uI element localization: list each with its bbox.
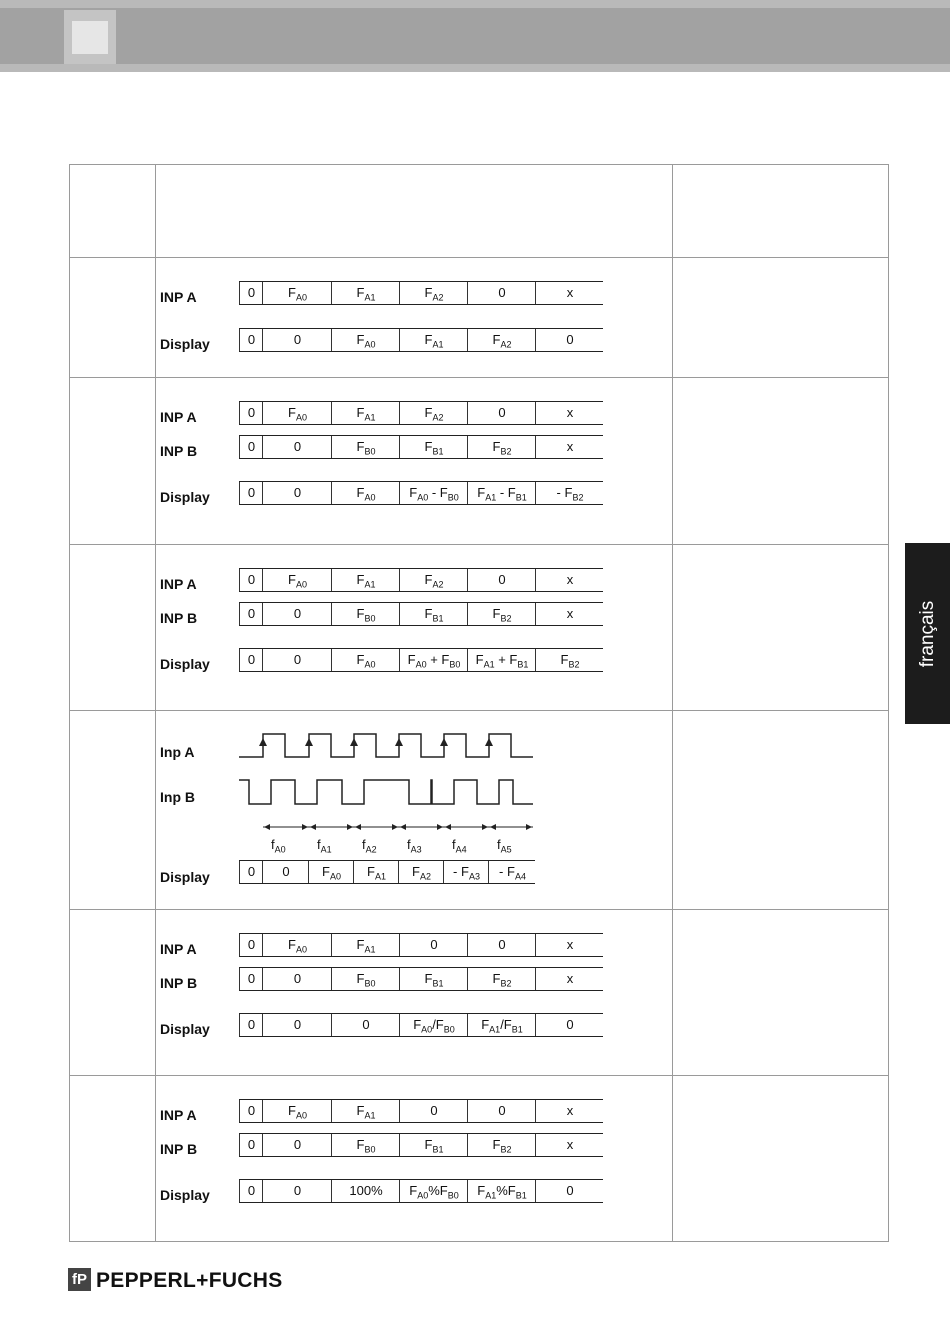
value-cell: 0: [239, 329, 263, 351]
value-cell: 0: [239, 1014, 263, 1036]
signal-label: INP A: [160, 289, 197, 305]
value-cell: $F_{A2}$: [399, 282, 468, 304]
display-strip: [239, 648, 603, 672]
value-cell: $F_{B0}$: [331, 436, 400, 458]
input-strip: [239, 435, 603, 459]
signal-label: Inp B: [160, 789, 195, 805]
table-column-rule: [672, 164, 673, 1242]
value-cell: 0: [262, 436, 332, 458]
value-cell: $F_{B0}$: [331, 968, 400, 990]
signal-label: INP A: [160, 576, 197, 592]
input-strip: [239, 602, 603, 626]
value-cell: $F_{A0}$: [262, 934, 332, 956]
value-cell: 0: [239, 1100, 263, 1122]
value-cell: 0: [262, 1180, 332, 1202]
value-cell: 0: [262, 649, 332, 671]
signal-label: Display: [160, 869, 210, 885]
language-tab[interactable]: [905, 543, 950, 724]
value-cell: 0: [262, 968, 332, 990]
value-cell: 0: [239, 402, 263, 424]
display-strip: [239, 328, 603, 352]
signal-label: INP B: [160, 975, 198, 991]
signal-label: INP A: [160, 409, 197, 425]
value-cell: 0: [467, 934, 536, 956]
value-cell: $F_{B2}$: [535, 649, 604, 671]
value-cell: $F_{A2}$: [399, 402, 468, 424]
value-cell: 0: [399, 1100, 468, 1122]
value-cell: 0: [535, 329, 604, 351]
table-rule: [69, 909, 889, 910]
interval-label: $f_{A3}$: [407, 837, 422, 855]
value-cell: $F_{A0}$: [262, 402, 332, 424]
signal-label: Display: [160, 336, 210, 352]
table-rule: [69, 544, 889, 545]
value-cell: x: [535, 282, 604, 304]
value-cell: $F_{B0}$: [331, 1134, 400, 1156]
interval-arrow-icon: [302, 824, 308, 830]
signal-label: Display: [160, 1021, 210, 1037]
value-cell: 0: [399, 934, 468, 956]
value-cell: x: [535, 934, 604, 956]
value-cell: $F_{A1}$: [331, 282, 400, 304]
value-cell: $F_{A1}$: [331, 1100, 400, 1122]
interval-arrow-icon: [437, 824, 443, 830]
value-cell: $F_{B1}$: [399, 1134, 468, 1156]
value-cell: $F_{A0} - F_{B0}$: [399, 482, 468, 504]
interval-arrow-icon: [264, 824, 270, 830]
signal-label: INP A: [160, 1107, 197, 1123]
table-rule: [69, 1241, 889, 1242]
timing-table: [69, 164, 889, 1242]
value-cell: $F_{A1} - F_{B1}$: [467, 482, 536, 504]
value-cell: - $F_{A4}$: [488, 861, 536, 883]
value-cell: $F_{A1}$: [399, 329, 468, 351]
table-rule: [69, 1075, 889, 1076]
value-cell: $F_{B2}$: [467, 436, 536, 458]
value-cell: 0: [239, 1180, 263, 1202]
value-cell: $F_{B2}$: [467, 603, 536, 625]
rising-edge-arrow-icon: [259, 738, 267, 746]
table-rule: [69, 710, 889, 711]
value-cell: 100%: [331, 1180, 400, 1202]
interval-label: $f_{A5}$: [497, 837, 512, 855]
value-cell: x: [535, 1100, 604, 1122]
value-cell: x: [535, 436, 604, 458]
input-strip: [239, 401, 603, 425]
value-cell: $F_{B1}$: [399, 436, 468, 458]
value-cell: - $F_{A3}$: [443, 861, 489, 883]
interval-arrow-icon: [445, 824, 451, 830]
display-strip: [239, 481, 603, 505]
value-cell: $F_{A0}$: [331, 329, 400, 351]
value-cell: 0: [535, 1180, 604, 1202]
input-strip: [239, 1099, 603, 1123]
value-cell: 0: [467, 1100, 536, 1122]
table-column-rule: [155, 164, 156, 1242]
interval-label: $f_{A0}$: [271, 837, 286, 855]
value-cell: x: [535, 569, 604, 591]
value-cell: 0: [239, 861, 263, 883]
value-cell: $F_{A0}$: [262, 569, 332, 591]
value-cell: $F_{A2}$: [398, 861, 444, 883]
input-strip: [239, 281, 603, 305]
interval-label: $f_{A2}$: [362, 837, 377, 855]
rising-edge-arrow-icon: [305, 738, 313, 746]
value-cell: 0: [467, 402, 536, 424]
value-cell: 0: [262, 861, 309, 883]
value-cell: $F_{A2}$: [399, 569, 468, 591]
value-cell: $F_{A0}$: [262, 1100, 332, 1122]
value-cell: $F_{A0}$: [308, 861, 354, 883]
interval-arrow-icon: [347, 824, 353, 830]
value-cell: 0: [262, 329, 332, 351]
input-strip: [239, 1133, 603, 1157]
value-cell: $F_{A0}\%F_{B0}$: [399, 1180, 468, 1202]
value-cell: x: [535, 402, 604, 424]
value-cell: 0: [262, 482, 332, 504]
interval-arrow-icon: [310, 824, 316, 830]
interval-arrow-icon: [355, 824, 361, 830]
value-cell: - $F_{B2}$: [535, 482, 604, 504]
interval-arrow-icon: [400, 824, 406, 830]
input-strip: [239, 933, 603, 957]
header-bar: [0, 0, 950, 72]
value-cell: $F_{B1}$: [399, 968, 468, 990]
value-cell: 0: [262, 603, 332, 625]
rising-edge-arrow-icon: [440, 738, 448, 746]
value-cell: 0: [467, 569, 536, 591]
value-cell: $F_{B1}$: [399, 603, 468, 625]
value-cell: $F_{A1}$: [331, 934, 400, 956]
interval-arrow-icon: [482, 824, 488, 830]
value-cell: $F_{A1}$: [331, 569, 400, 591]
value-cell: 0: [239, 968, 263, 990]
value-cell: 0: [262, 1014, 332, 1036]
value-cell: $F_{A1}\%F_{B1}$: [467, 1180, 536, 1202]
input-strip: [239, 967, 603, 991]
value-cell: $F_{B0}$: [331, 603, 400, 625]
interval-arrow-icon: [526, 824, 532, 830]
table-rule: [69, 164, 889, 165]
signal-label: Display: [160, 656, 210, 672]
display-strip: [239, 1013, 603, 1037]
rising-edge-arrow-icon: [350, 738, 358, 746]
value-cell: 0: [467, 282, 536, 304]
signal-label: INP B: [160, 1141, 198, 1157]
signal-label: INP B: [160, 610, 198, 626]
signal-label: Display: [160, 1187, 210, 1203]
value-cell: $F_{A1}/F_{B1}$: [467, 1014, 536, 1036]
rising-edge-arrow-icon: [395, 738, 403, 746]
input-strip: [239, 568, 603, 592]
value-cell: 0: [239, 436, 263, 458]
brand-mark-icon: fP: [68, 1268, 91, 1291]
value-cell: 0: [535, 1014, 604, 1036]
value-cell: 0: [239, 603, 263, 625]
rising-edge-arrow-icon: [485, 738, 493, 746]
chapter-marker-box: [72, 21, 108, 54]
table-column-rule: [888, 164, 889, 1242]
signal-label: INP B: [160, 443, 198, 459]
header-band: [0, 8, 950, 64]
value-cell: $F_{A0}$: [331, 482, 400, 504]
value-cell: x: [535, 968, 604, 990]
value-cell: $F_{A0} + F_{B0}$: [399, 649, 468, 671]
value-cell: $F_{A0}$: [331, 649, 400, 671]
value-cell: $F_{A1} + F_{B1}$: [467, 649, 536, 671]
value-cell: $F_{A1}$: [331, 402, 400, 424]
value-cell: 0: [239, 282, 263, 304]
value-cell: $F_{A0}$: [262, 282, 332, 304]
signal-label: Inp A: [160, 744, 195, 760]
value-cell: 0: [239, 1134, 263, 1156]
value-cell: $F_{A0}/F_{B0}$: [399, 1014, 468, 1036]
value-cell: 0: [331, 1014, 400, 1036]
table-rule: [69, 377, 889, 378]
interval-arrow-icon: [490, 824, 496, 830]
value-cell: 0: [239, 649, 263, 671]
value-cell: $F_{A2}$: [467, 329, 536, 351]
brand-name: PEPPERL+FUCHS: [96, 1269, 283, 1292]
value-cell: x: [535, 1134, 604, 1156]
table-column-rule: [69, 164, 70, 1242]
value-cell: $F_{A1}$: [353, 861, 399, 883]
value-cell: 0: [239, 569, 263, 591]
value-cell: 0: [262, 1134, 332, 1156]
value-cell: $F_{B2}$: [467, 968, 536, 990]
interval-label: $f_{A1}$: [317, 837, 332, 855]
value-cell: 0: [239, 482, 263, 504]
interval-arrow-icon: [392, 824, 398, 830]
display-strip: [239, 860, 535, 884]
value-cell: $F_{B2}$: [467, 1134, 536, 1156]
display-strip: [239, 1179, 603, 1203]
signal-label: Display: [160, 489, 210, 505]
value-cell: 0: [239, 934, 263, 956]
language-tab-label: français: [916, 600, 938, 667]
interval-label: $f_{A4}$: [452, 837, 467, 855]
table-rule: [69, 257, 889, 258]
inp-b-waveform: [239, 780, 533, 804]
signal-label: INP A: [160, 941, 197, 957]
value-cell: x: [535, 603, 604, 625]
